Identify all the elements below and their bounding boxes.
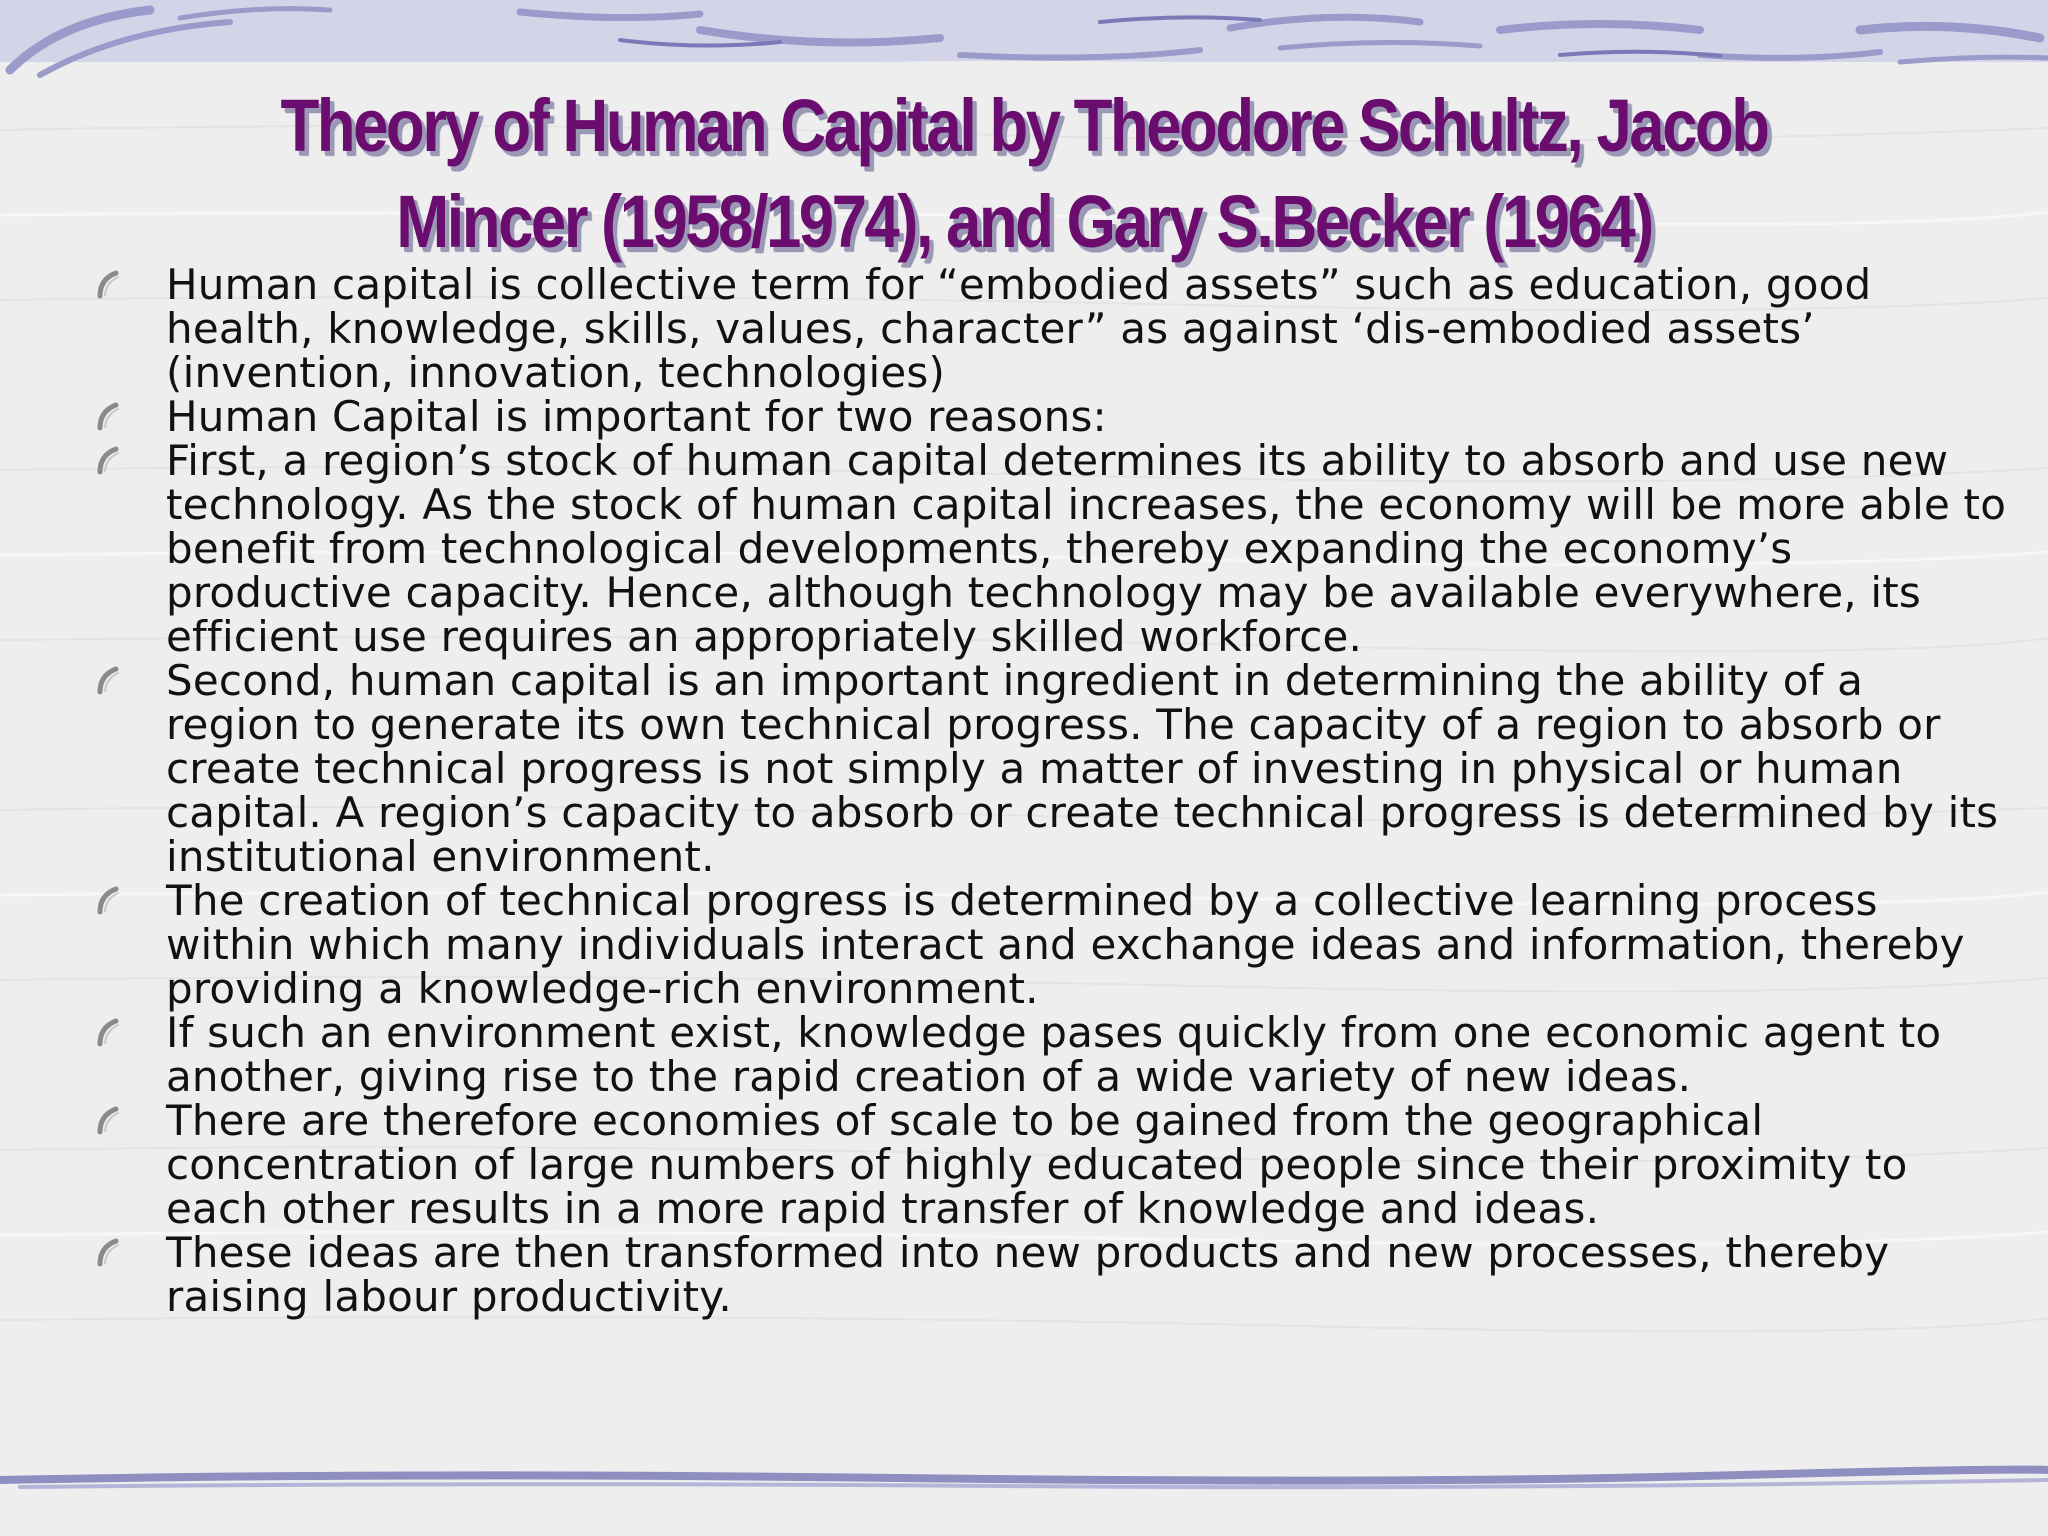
bullet-item (0, 392, 2048, 441)
bullet-text: First, a region’s stock of human capital determines its ability to absorb and use new technology. As the stock of human capital increases, the economy will be more able to benefit from technological developments, thereby expanding the economy’s productive capacity. Hence, although technology may be available everywhere, its efficient use requires an appropriately skilled workforce. (166, 436, 2007, 661)
bullet-item (0, 656, 2048, 881)
bullet-text: Second, human capital is an important ingredient in determining the ability of a region to generate its own technical progress. The capacity of a region to absorb or create technical progress is not simply a matter of investing in physical or human capital. A region’s capacity to absorb or create technical progress is determined by its institutional environment. (166, 656, 1999, 881)
bullet-item (0, 260, 2048, 397)
bullet-item (0, 1096, 2048, 1233)
swirl-bullet-icon (94, 401, 122, 431)
bullet-item (0, 1008, 2048, 1101)
bullet-item (0, 876, 2048, 1013)
bullet-text: Human Capital is important for two reasons: (166, 392, 1107, 441)
top-decorative-band (0, 0, 2048, 90)
bullet-text: There are therefore economies of scale to be gained from the geographical concentration of large numbers of highly educated people since their proximity to each other results in a more rapid transfer of knowledge and ideas. (166, 1096, 1908, 1233)
swirl-bullet-icon (94, 885, 122, 915)
swirl-bullet-icon (94, 1105, 122, 1135)
swirl-bullet-icon (94, 1237, 122, 1267)
bullet-text: If such an environment exist, knowledge pases quickly from one economic agent to another, giving rise to the rapid creation of a wide variety of new ideas. (166, 1008, 1942, 1101)
bullet-text: The creation of technical progress is determined by a collective learning process within which many individuals interact and exchange ideas and information, thereby providing a knowledge-rich environment. (166, 876, 1965, 1013)
bullet-item (0, 436, 2048, 661)
bullet-text: These ideas are then transformed into new products and new processes, thereby raising labour productivity. (166, 1228, 1890, 1321)
bullet-text: Human capital is collective term for “embodied assets” such as education, good health, knowledge, skills, values, character” as against ‘dis-embodied assets’ (invention, innovation, technologies) (166, 260, 1872, 397)
swirl-bullet-icon (94, 269, 122, 299)
swirl-bullet-icon (94, 1017, 122, 1047)
bullet-list (0, 260, 2048, 1321)
swirl-bullet-icon (94, 665, 122, 695)
slide-title: Theory of Human Capital by Theodore Schultz, Jacob Mincer (1958/1974), and Gary S.Becker (1964) (280, 84, 1768, 263)
swirl-bullet-icon (94, 445, 122, 475)
bottom-decorative-rule (0, 1460, 2048, 1500)
bullet-item (0, 1228, 2048, 1321)
